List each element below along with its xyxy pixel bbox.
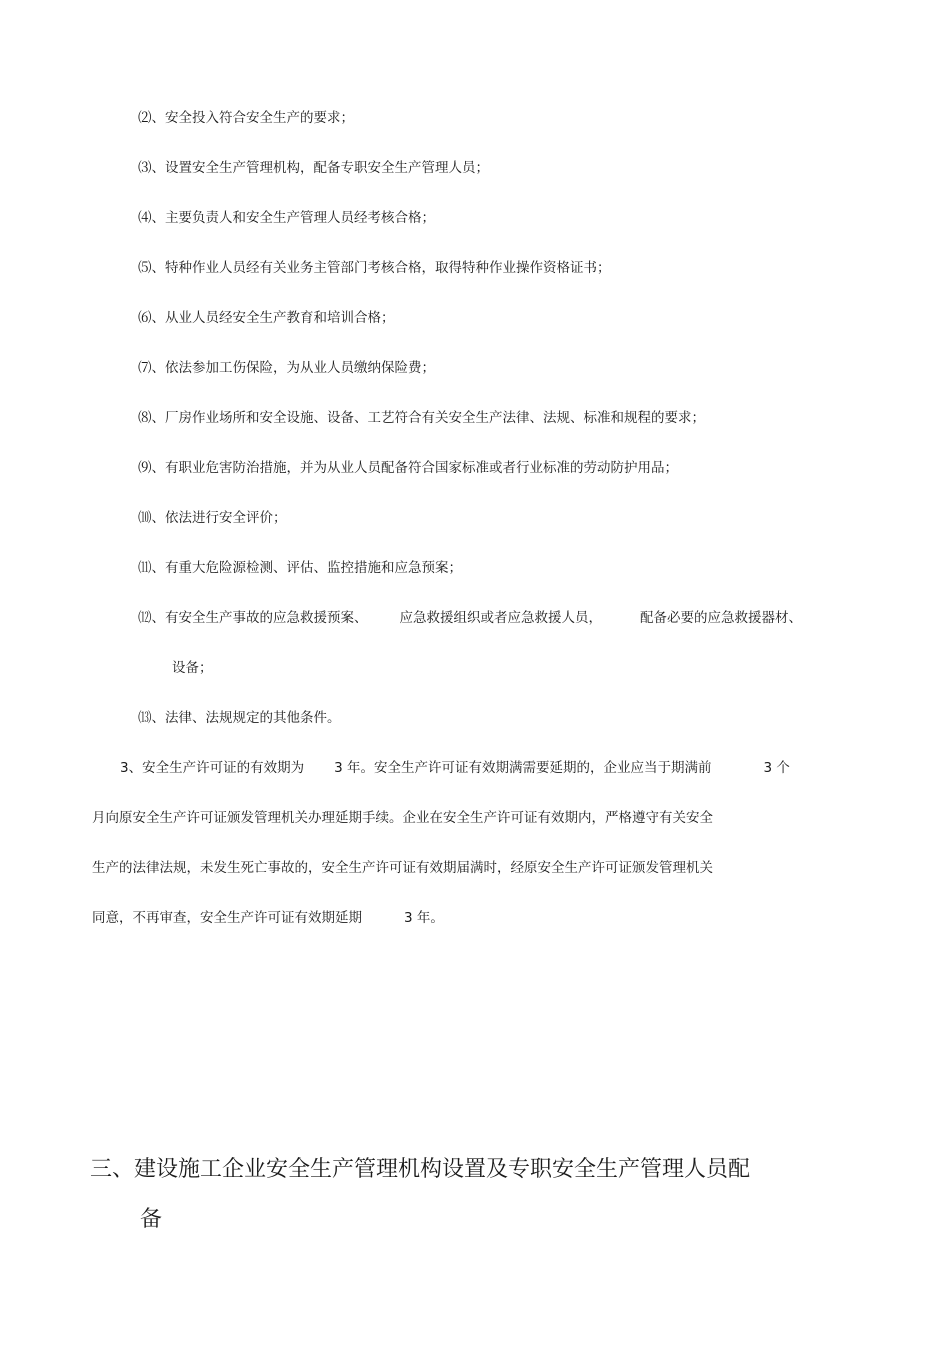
paragraph-3-line-4 <box>92 908 444 928</box>
list-item-12-part3: 配备必要的应急救援器材、 <box>640 610 802 626</box>
list-item-12-part1: ⑿、有安全生产事故的应急救援预案、 <box>138 610 368 626</box>
list-item-3: ⑶、设置安全生产管理机构，配备专职安全生产管理人员； <box>138 160 489 176</box>
list-item-9: ⑼、有职业危害防治措施，并为从业人员配备符合国家标准或者行业标准的劳动防护用品； <box>138 460 678 476</box>
section-heading: 三、建设施工企业安全生产管理机构设置及专职安全生产管理人员配 <box>90 1157 751 1182</box>
paragraph-3-line-2: 月向原安全生产许可证颁发管理机关办理延期手续。企业在安全生产许可证有效期内，严格遵守有关安全 <box>92 810 713 826</box>
paragraph-3-line-1 <box>120 758 790 778</box>
list-item-13: ⒀、法律、法规规定的其他条件。 <box>138 710 341 726</box>
list-item-2: ⑵、安全投入符合安全生产的要求； <box>138 110 354 126</box>
paragraph-3-line-1-b: 3 年。安全生产许可证有效期满需要延期的，企业应当于期满前 <box>334 760 712 776</box>
list-item-6: ⑹、从业人员经安全生产教育和培训合格； <box>138 310 395 326</box>
list-item-8: ⑻、厂房作业场所和安全设施、设备、工艺符合有关安全生产法律、法规、标准和规程的要求； <box>138 410 705 426</box>
paragraph-3-line-4-a: 同意，不再审查，安全生产许可证有效期延期 <box>92 910 362 926</box>
list-item-7: ⑺、依法参加工伤保险，为从业人员缴纳保险费； <box>138 360 435 376</box>
paragraph-3-line-4-b: 3 年。 <box>404 910 444 926</box>
section-heading-continuation: 备 <box>140 1207 163 1232</box>
list-item-12 <box>138 608 802 628</box>
list-item-12-continuation: 设备； <box>172 660 213 676</box>
list-item-5: ⑸、特种作业人员经有关业务主管部门考核合格，取得特种作业操作资格证书； <box>138 260 611 276</box>
paragraph-3-line-1-c: 3 个 <box>763 760 790 776</box>
list-item-4: ⑷、主要负责人和安全生产管理人员经考核合格； <box>138 210 435 226</box>
list-item-10: ⑽、依法进行安全评价； <box>138 510 287 526</box>
list-item-11: ⑾、有重大危险源检测、评估、监控措施和应急预案； <box>138 560 462 576</box>
list-item-12-part2: 应急救援组织或者应急救援人员， <box>399 610 602 626</box>
paragraph-3-line-3: 生产的法律法规，未发生死亡事故的，安全生产许可证有效期届满时，经原安全生产许可证颁发管理机关 <box>92 860 713 876</box>
paragraph-3-line-1-a: 3、安全生产许可证的有效期为 <box>120 760 305 776</box>
